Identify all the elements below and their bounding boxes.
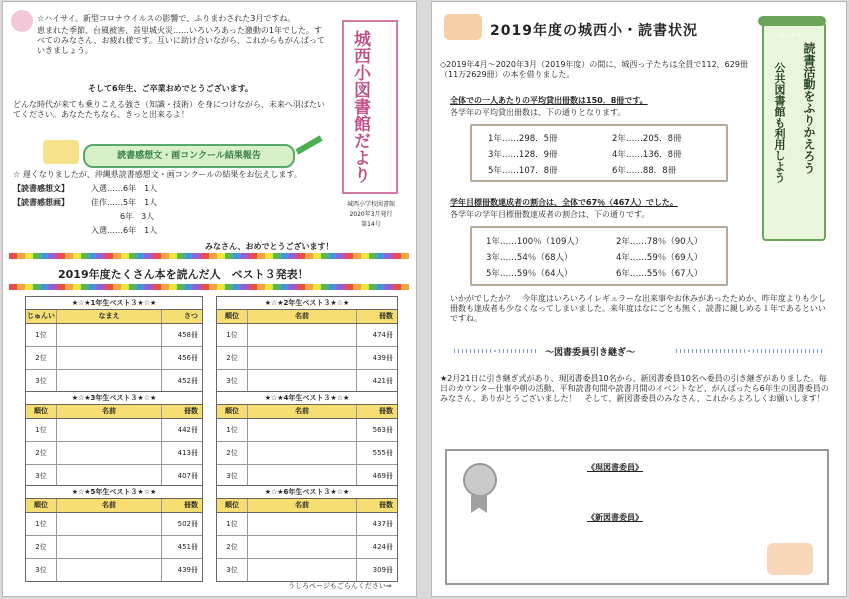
col-name: なまえ xyxy=(57,310,162,323)
table-header xyxy=(26,404,202,419)
count-cell: 451冊 xyxy=(177,543,198,551)
col-name: 名前 xyxy=(248,405,357,418)
future-paragraph: どんな時代が来ても乗りこえる強さ（知識・技術）を身につけながら、未来へ羽ばたいてください。あなたたちなら、きっと出来るよ！ xyxy=(13,100,325,119)
grade5-table xyxy=(25,485,203,582)
name-cell xyxy=(57,513,162,535)
table-header xyxy=(217,404,397,419)
table-title: ★☆★6年生ベスト３★☆★ xyxy=(264,488,350,496)
name-cell xyxy=(248,465,357,487)
count-cell: 469冊 xyxy=(372,472,393,480)
scroll-subtitle: 公共図書館も利用しよう xyxy=(773,62,786,183)
kids-reading-icon xyxy=(444,14,482,40)
rank-cell: 1位 xyxy=(217,324,248,346)
rank-cell: 2位 xyxy=(217,536,248,558)
intro-paragraph: 恵まれた季節、台風被害、首里城火災……いろいろあった激動の1年でした。すべてのみなさん、お疲れ様です。互いに助け合いながら、これからもがんばっていきましょう。 xyxy=(37,26,325,55)
closing-text: いかがでしたか？ 今年度はいろいろイレギュラーな出来事やお休みがあったためか、昨年度よりも少し冊数も達成者も少なくなってしまいました。来年度はなにごとも無く、読書に親しめる１年であるといいですね。 xyxy=(450,294,826,323)
table-header xyxy=(217,498,397,513)
table-title: ★☆★2年生ベスト３★☆★ xyxy=(264,299,350,307)
count-cell: 563冊 xyxy=(372,426,393,434)
avg-grade1: 1年……298．5冊 xyxy=(488,134,558,144)
col-count: 冊数 xyxy=(379,501,393,509)
table-header xyxy=(217,309,397,324)
count-cell: 407冊 xyxy=(177,472,198,480)
table-title: ★☆★4年生ベスト３★☆★ xyxy=(264,394,350,402)
name-cell xyxy=(248,419,357,441)
col-count: 冊数 xyxy=(379,312,393,320)
target-grade1: 1年……100％（109人） xyxy=(486,237,584,247)
table-title: ★☆★1年生ベスト３★☆★ xyxy=(71,299,157,307)
rank-cell: 1位 xyxy=(26,324,57,346)
grade1-table xyxy=(25,296,203,393)
right-page xyxy=(432,2,846,596)
masthead xyxy=(336,14,406,234)
members-box xyxy=(445,449,829,585)
handover-title: 〜図書委員引き継ぎ〜 xyxy=(545,348,636,358)
dots-right xyxy=(674,349,824,353)
table-row xyxy=(217,513,397,536)
rank-cell: 1位 xyxy=(26,513,57,535)
name-cell xyxy=(248,536,357,558)
new-members-label: 《新図書委員》 xyxy=(587,513,643,522)
grade2-table xyxy=(216,296,398,393)
picture-result-3: 入選……6年 1人 xyxy=(91,226,158,235)
cheer-text: みなさん、おめでとうございます！ xyxy=(205,242,334,251)
name-cell xyxy=(57,324,162,346)
target-grade6: 6年……55％（67人） xyxy=(616,269,703,279)
col-count: 冊数 xyxy=(184,407,198,415)
grade3-table xyxy=(25,391,203,488)
count-cell: 452冊 xyxy=(177,377,198,385)
name-cell xyxy=(248,370,357,392)
table-row xyxy=(26,347,202,370)
count-cell: 309冊 xyxy=(372,566,393,574)
count-cell: 442冊 xyxy=(177,426,198,434)
col-name: 名前 xyxy=(248,499,357,512)
masthead-title: 城西小図書館だより xyxy=(350,30,370,183)
count-cell: 474冊 xyxy=(372,331,393,339)
medal-icon xyxy=(463,463,497,497)
greeting-text: ☆ハイサイ。新型コロナウイルスの影響で、ふりまわされた3月ですね。 xyxy=(37,14,296,23)
essay-label: 【読書感想文】 xyxy=(13,184,69,193)
name-cell xyxy=(248,559,357,581)
rank-cell: 3位 xyxy=(26,465,57,487)
avg-grade4: 4年……136．8冊 xyxy=(612,150,682,160)
count-cell: 413冊 xyxy=(177,449,198,457)
table-row xyxy=(217,419,397,442)
name-cell xyxy=(248,442,357,464)
name-cell xyxy=(57,347,162,369)
students-waving-icon xyxy=(767,543,813,575)
col-count: さつ xyxy=(184,312,198,320)
masthead-school: 城西小学校図書館 xyxy=(346,201,395,208)
masthead-meta xyxy=(336,200,406,230)
table-row xyxy=(217,370,397,392)
back-page-note: うしろページもごらんください⇒ xyxy=(288,582,392,590)
rank-cell: 3位 xyxy=(26,559,57,581)
table-row xyxy=(217,465,397,487)
average-box xyxy=(470,124,728,182)
target-intro: 各学年の学年目標冊数達成者の割合は、下の通りです。 xyxy=(450,210,650,219)
dots-left xyxy=(452,349,538,353)
table-row xyxy=(26,513,202,536)
col-rank: 順位 xyxy=(26,405,57,418)
picture-label: 【読書感想画】 xyxy=(13,198,69,207)
name-cell xyxy=(57,442,162,464)
essay-result: 入選……6年 1人 xyxy=(91,184,158,193)
rainbow-strip-top xyxy=(9,253,409,259)
table-row xyxy=(217,442,397,465)
scroll-label: 令和元年度 xyxy=(776,33,802,39)
rank-cell: 1位 xyxy=(26,419,57,441)
rank-cell: 2位 xyxy=(217,442,248,464)
rank-cell: 2位 xyxy=(26,442,57,464)
contest-note: ☆ 遅くなりましたが、沖縄県読書感想文・画コンクールの結果をお伝えします。 xyxy=(13,170,302,179)
table-header xyxy=(26,498,202,513)
rank-cell: 2位 xyxy=(26,536,57,558)
avg-grade3: 3年……128．9冊 xyxy=(488,150,558,160)
scroll-title: 読書活動をふりかえろう xyxy=(802,42,816,174)
col-name: 名前 xyxy=(248,310,357,323)
average-line: 全体での一人あたりの平均貸出冊数は150．8冊です。 xyxy=(450,96,648,105)
table-row xyxy=(26,465,202,487)
target-box xyxy=(470,226,728,286)
target-grade5: 5年……59％（64人） xyxy=(486,269,573,279)
name-cell xyxy=(248,324,357,346)
report-title: 2019年度の城西小・読書状況 xyxy=(490,23,698,39)
scroll-banner xyxy=(762,22,826,241)
count-cell: 439冊 xyxy=(177,566,198,574)
best-title: 2019年度たくさん本を読んだ人 ベスト３発表！ xyxy=(58,268,309,281)
left-page xyxy=(3,2,416,596)
table-row xyxy=(26,559,202,581)
name-cell xyxy=(57,559,162,581)
table-row xyxy=(217,347,397,370)
name-cell xyxy=(57,536,162,558)
col-name: 名前 xyxy=(57,405,162,418)
handover-text: ★2月21日に引き継ぎ式があり、現図書委員10名から、新図書委員10名へ委員の引き継ぎがありました。毎日のカウンター仕事や朝の活動、平和読書旬間や読書月間のイベントなど、がんばったら6年生の図書委員のみなさん、ありがとうございました！ そして、新図書委員のみなさん、これからよろしくお願いします！ xyxy=(440,374,829,403)
grade6-table xyxy=(216,485,398,582)
target-grade4: 4年……59％（69人） xyxy=(616,253,703,263)
name-cell xyxy=(248,347,357,369)
table-row xyxy=(217,559,397,581)
count-cell: 424冊 xyxy=(372,543,393,551)
grade4-table xyxy=(216,391,398,488)
col-rank: じゅんい xyxy=(26,310,57,323)
average-intro: 各学年の平均貸出冊数は、下の通りとなります。 xyxy=(450,108,626,117)
count-cell: 502冊 xyxy=(177,520,198,528)
table-row xyxy=(26,536,202,559)
count-cell: 456冊 xyxy=(177,354,198,362)
col-name: 名前 xyxy=(57,499,162,512)
picture-result-2: 6年 3人 xyxy=(120,212,155,221)
pencil-icon xyxy=(295,135,322,154)
current-members-label: 《現図書委員》 xyxy=(587,463,643,472)
count-cell: 421冊 xyxy=(372,377,393,385)
count-cell: 439冊 xyxy=(372,354,393,362)
rank-cell: 1位 xyxy=(217,513,248,535)
table-row xyxy=(217,324,397,347)
avg-grade6: 6年……88．8冊 xyxy=(612,166,677,176)
rank-cell: 2位 xyxy=(217,347,248,369)
target-grade3: 3年……54％（68人） xyxy=(486,253,573,263)
col-rank: 順位 xyxy=(26,499,57,512)
col-rank: 順位 xyxy=(217,405,248,418)
table-row xyxy=(26,419,202,442)
rainbow-books-icon xyxy=(43,140,79,164)
table-row xyxy=(217,536,397,559)
col-count: 冊数 xyxy=(379,407,393,415)
girl-illustration-icon xyxy=(11,10,33,32)
target-grade2: 2年……78％（90人） xyxy=(616,237,703,247)
col-count: 冊数 xyxy=(184,501,198,509)
intro-text: ◇2019年4月〜2020年3月（2019年度）の間に、城西っ子たちは全員で112，629冊（11万2629冊）の本を借りました。 xyxy=(440,60,748,79)
avg-grade2: 2年……205．8冊 xyxy=(612,134,682,144)
col-rank: 順位 xyxy=(217,310,248,323)
table-row xyxy=(26,370,202,392)
scroll-roll xyxy=(758,16,826,26)
rank-cell: 3位 xyxy=(217,370,248,392)
rank-cell: 3位 xyxy=(26,370,57,392)
contest-banner: 読書感想文・画コンクール結果報告 xyxy=(83,144,295,168)
count-cell: 555冊 xyxy=(372,449,393,457)
count-cell: 458冊 xyxy=(177,331,198,339)
target-line: 学年目標冊数達成者の割合は、全体で67％（467人）でした。 xyxy=(450,198,678,207)
rank-cell: 1位 xyxy=(217,419,248,441)
rank-cell: 2位 xyxy=(26,347,57,369)
name-cell xyxy=(57,465,162,487)
rainbow-strip-bottom xyxy=(9,284,409,290)
name-cell xyxy=(57,370,162,392)
rank-cell: 3位 xyxy=(217,559,248,581)
rank-cell: 3位 xyxy=(217,465,248,487)
ribbon-icon xyxy=(471,495,487,513)
table-header xyxy=(26,309,202,324)
table-title: ★☆★5年生ベスト３★☆★ xyxy=(71,488,157,496)
count-cell: 437冊 xyxy=(372,520,393,528)
table-row xyxy=(26,324,202,347)
congrats-text: そして6年生、ご卒業おめでとうございます。 xyxy=(88,84,253,93)
table-row xyxy=(26,442,202,465)
col-rank: 順位 xyxy=(217,499,248,512)
picture-result-1: 佳作……5年 1人 xyxy=(91,198,158,207)
masthead-issue: 第14号 xyxy=(361,221,381,228)
table-title: ★☆★3年生ベスト３★☆★ xyxy=(71,394,157,402)
name-cell xyxy=(57,419,162,441)
name-cell xyxy=(248,513,357,535)
masthead-date: 2020年3月発行 xyxy=(349,211,393,218)
avg-grade5: 5年……107．8冊 xyxy=(488,166,558,176)
